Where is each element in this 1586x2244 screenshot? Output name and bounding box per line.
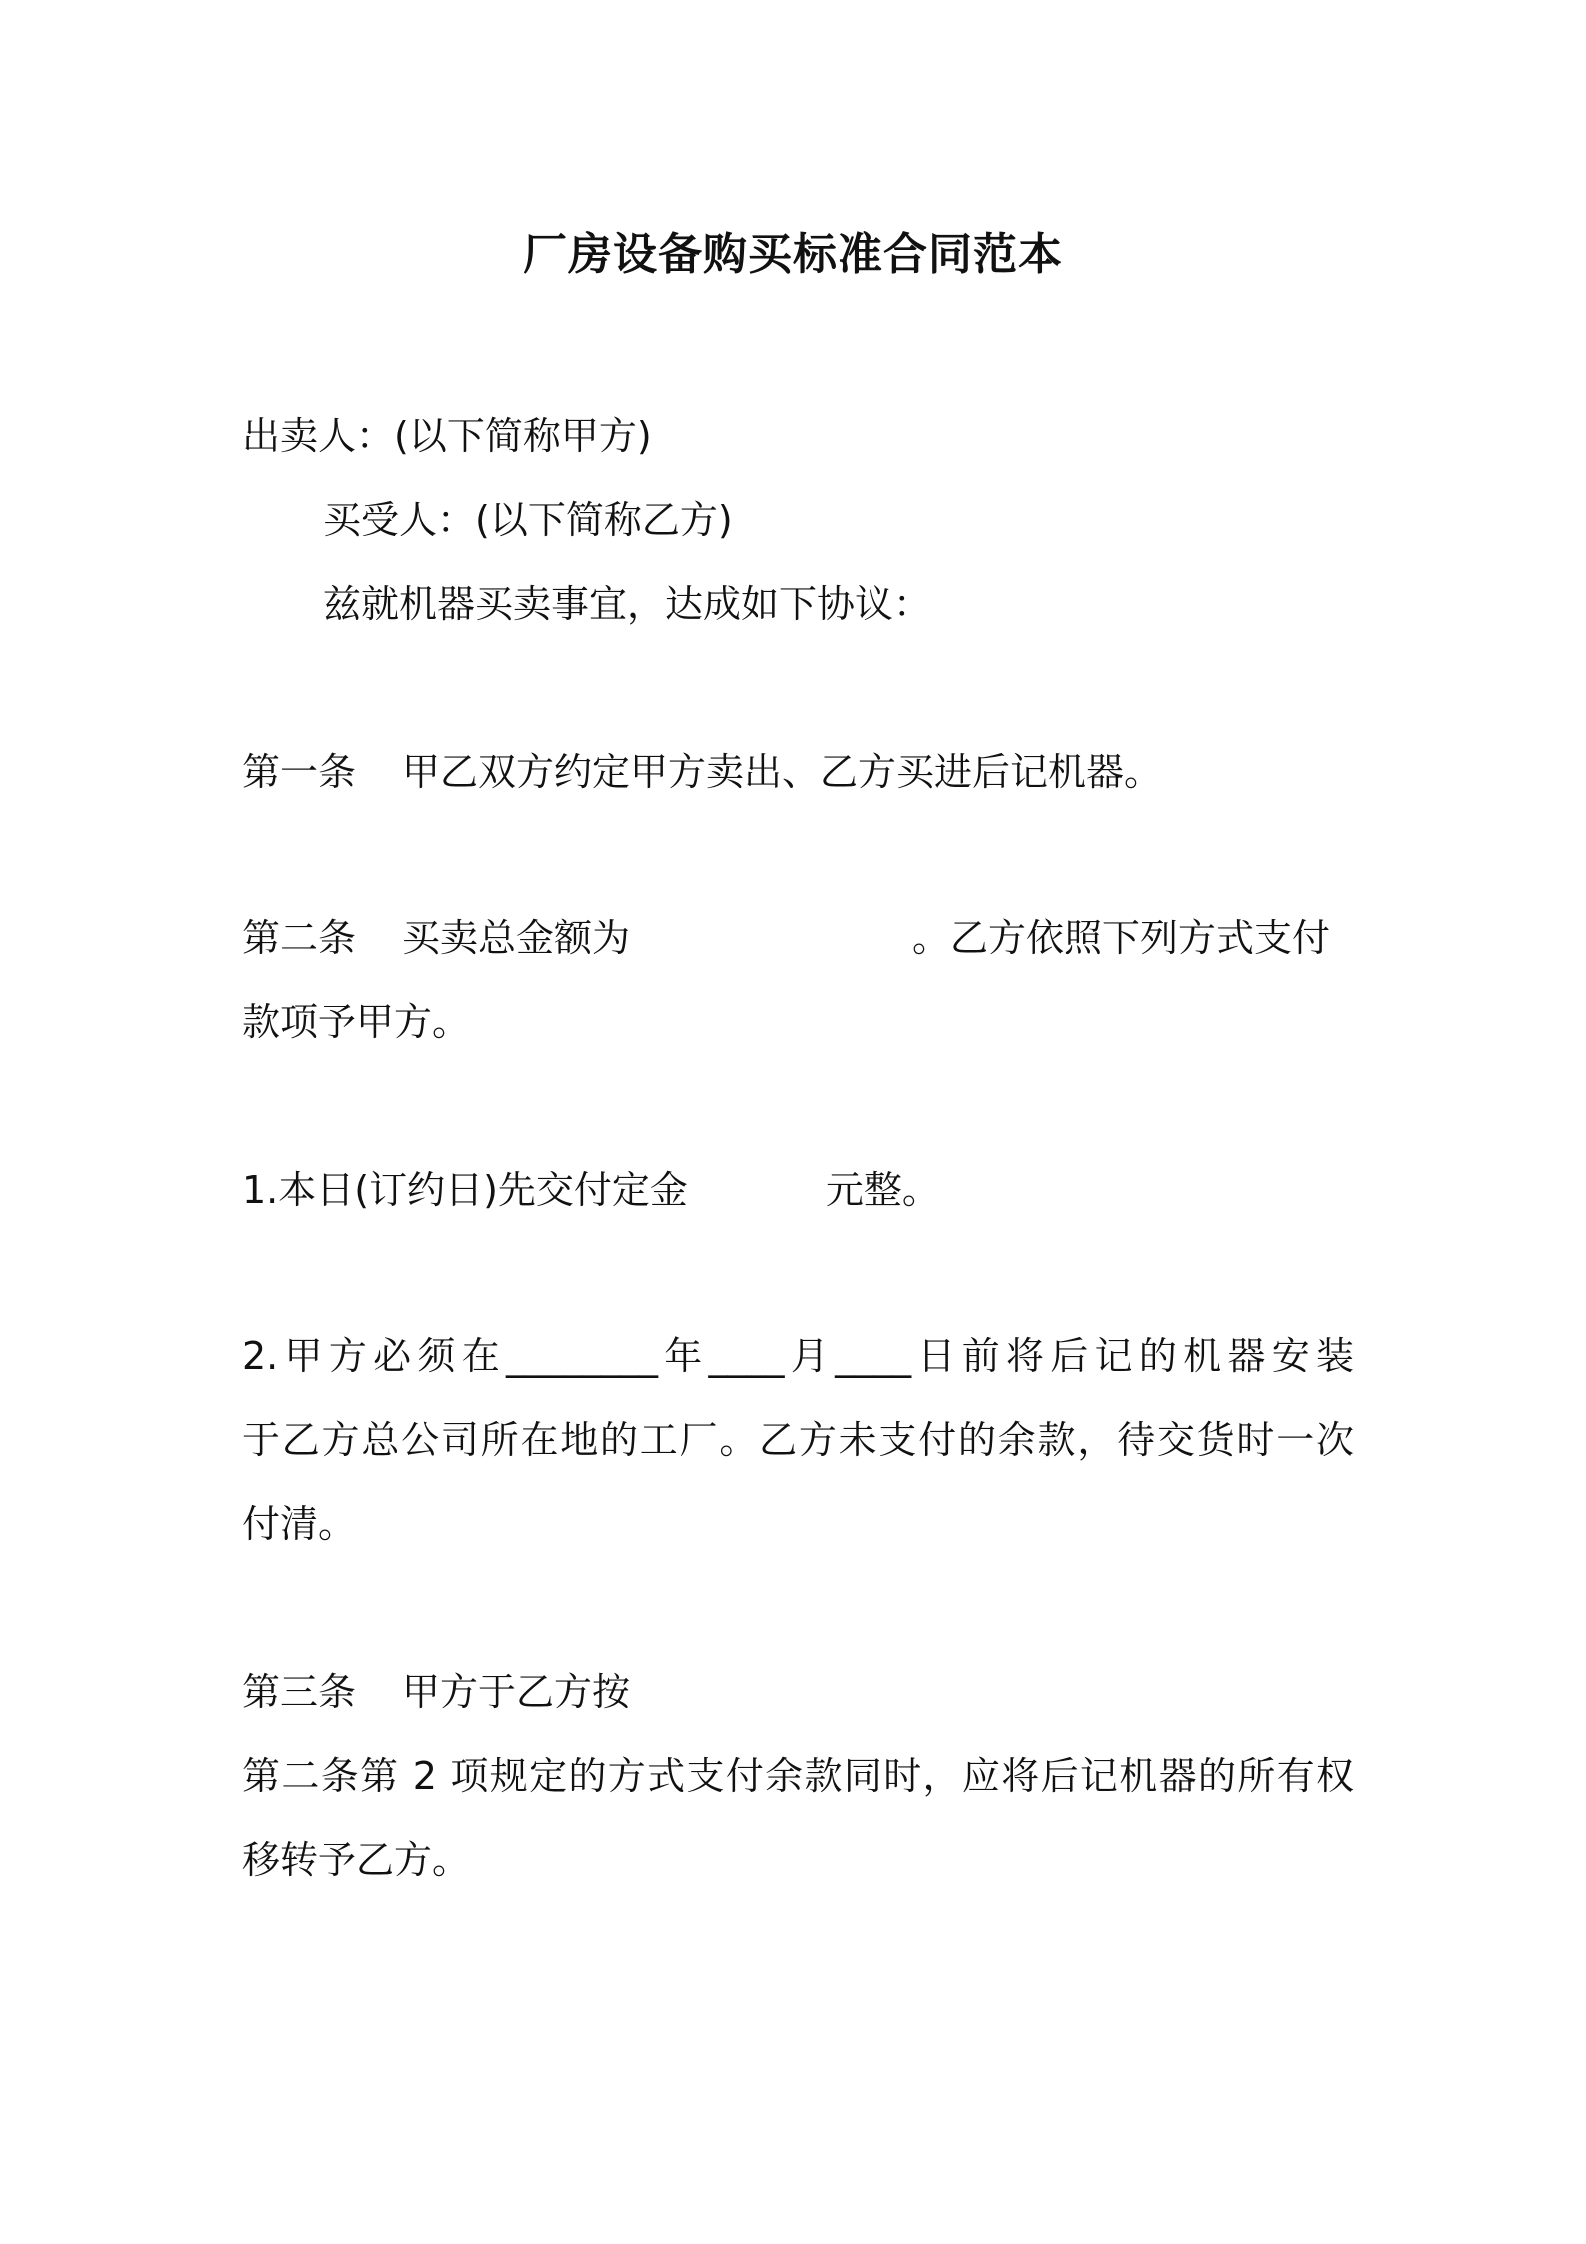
article-3-line-3: 移转予乙方。 (242, 1838, 471, 1882)
article-3-text: 甲方于乙方按 (402, 1670, 631, 1714)
item-1-text-after-blank: 元整。 (825, 1168, 940, 1212)
article-3-line-2: 第二条第 2 项规定的方式支付余款同时，应将后记机器的所有权 (242, 1754, 1354, 1798)
article-1 (242, 748, 1162, 796)
buyer-line: 买受人：(以下简称乙方) (323, 498, 733, 542)
item-2-line-2: 于乙方总公司所在地的工厂。乙方未支付的余款，待交货时一次 (242, 1418, 1354, 1462)
article-2-text-before-blank: 买卖总金额为 (402, 916, 631, 960)
article-3 (242, 1668, 630, 1716)
article-2 (242, 914, 1330, 962)
item-2-line-3: 付清。 (242, 1502, 357, 1546)
article-2-label: 第二条 (242, 916, 357, 960)
item-1 (242, 1166, 940, 1214)
article-3-label: 第三条 (242, 1670, 357, 1714)
intro-line: 兹就机器买卖事宜，达成如下协议： (323, 582, 932, 626)
article-1-text: 甲乙双方约定甲方卖出、乙方买进后记机器。 (402, 750, 1163, 794)
article-1-label: 第一条 (242, 750, 357, 794)
article-2-line-2: 款项予甲方。 (242, 1000, 471, 1044)
item-1-text-before-blank: 1.本日(订约日)先交付定金 (242, 1168, 688, 1212)
article-2-text-after-blank: 。乙方依照下列方式支付 (912, 916, 1331, 960)
seller-line: 出卖人：(以下简称甲方) (242, 414, 652, 458)
item-2-line-1: 2.甲方必须在________年____月____日前将后记的机器安装 (242, 1334, 1354, 1378)
document-title: 厂房设备购买标准合同范本 (523, 229, 1063, 280)
